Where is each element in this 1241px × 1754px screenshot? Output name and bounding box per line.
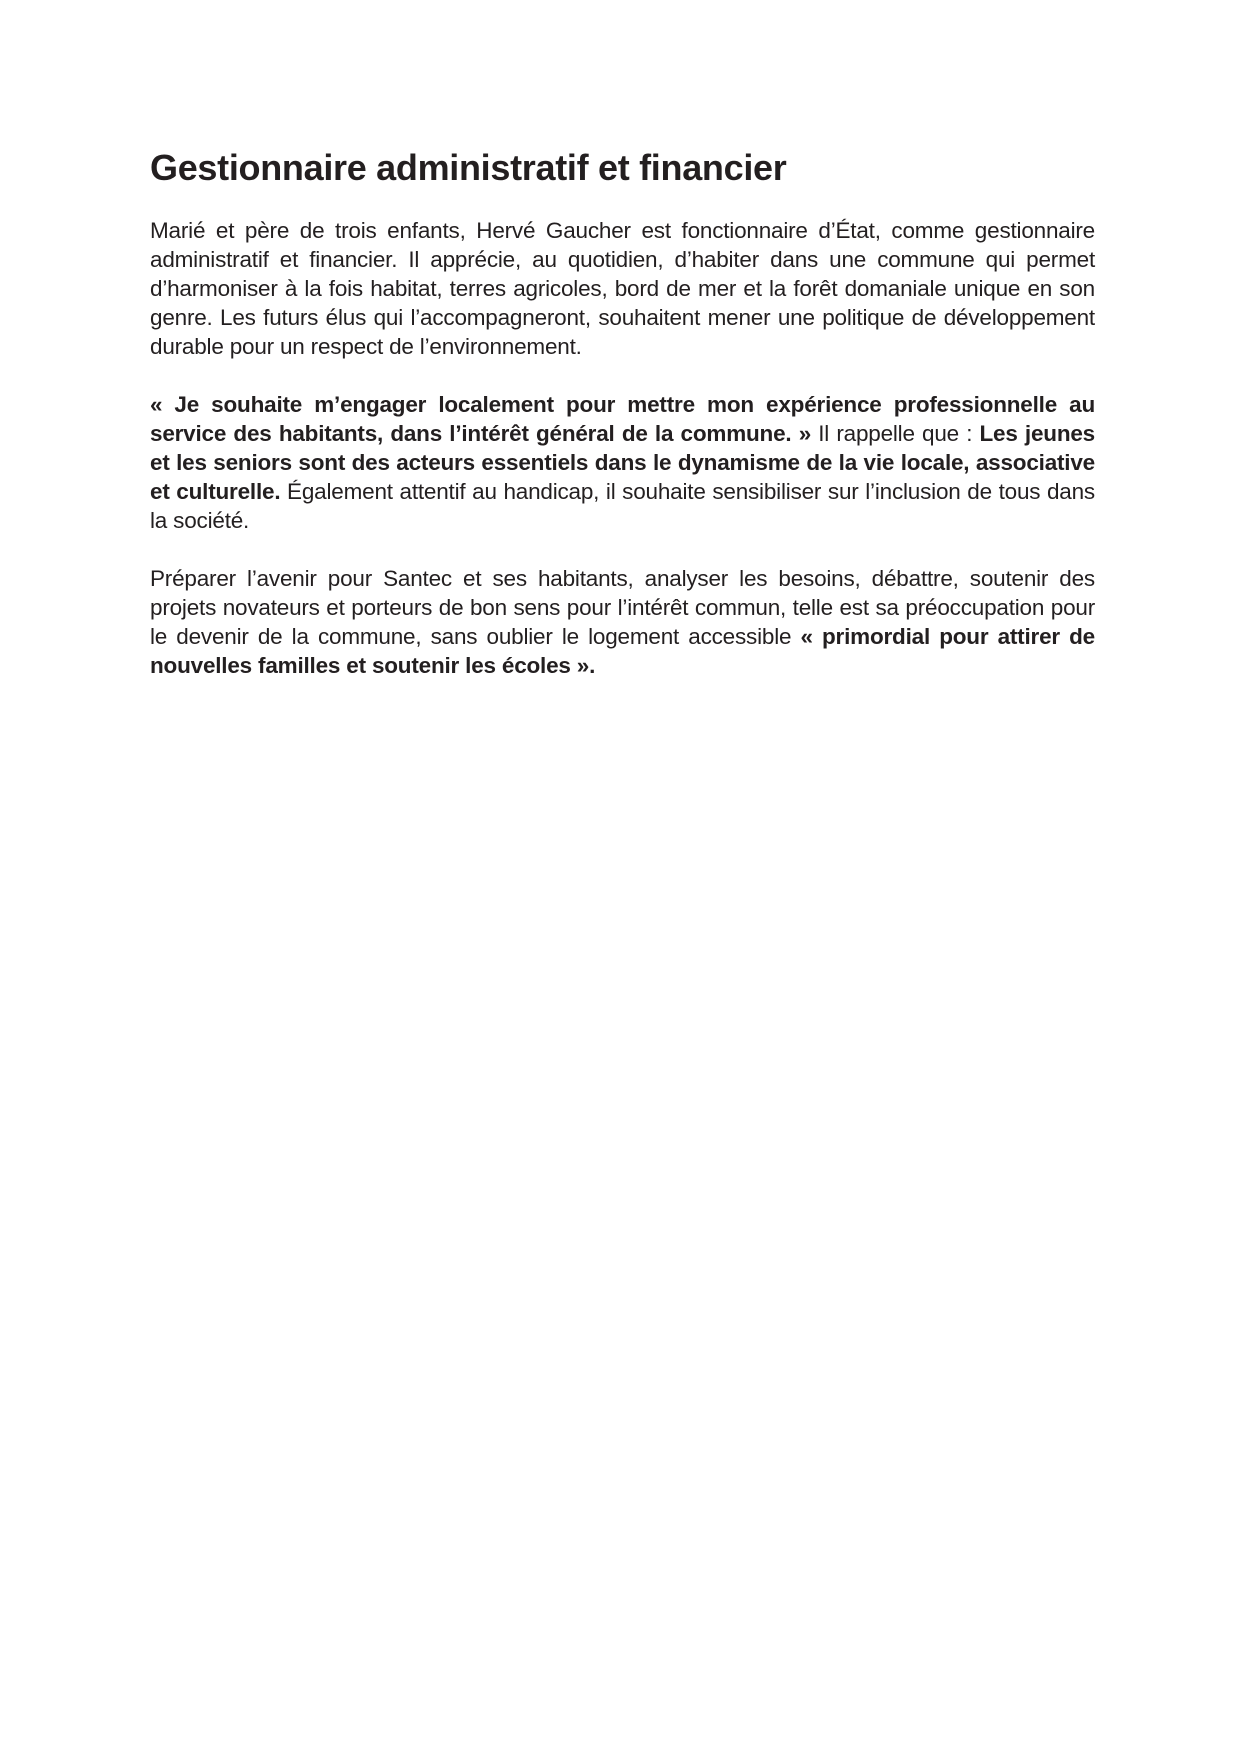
quote-housing: « primordial pour attirer de nouvelles familles et soutenir les écoles ».: [150, 624, 1095, 678]
paragraph-future: [150, 564, 1095, 680]
document-page: [150, 146, 1095, 709]
paragraph-commitment: [150, 390, 1095, 535]
quote-commitment: « Je souhaite m’engager localement pour mettre mon expérience professionnelle au service des habitants, dans l’intérêt général de la commune. »: [150, 392, 1095, 446]
paragraph-commitment-text: Il rappelle que :: [811, 421, 980, 446]
page-title: Gestionnaire administratif et financier: [150, 147, 787, 188]
paragraph-future-text: Préparer l’avenir pour Santec et ses habitants, analyser les besoins, débattre, soutenir des projets novateurs et porteurs de bon sens pour l’intérêt commun, telle est sa préoccupation pour le devenir de la commune, sans oublier le logement accessible: [150, 566, 1095, 649]
paragraph-intro: Marié et père de trois enfants, Hervé Gaucher est fonctionnaire d’État, comme gestionnaire administratif et financier. Il apprécie, au quotidien, d’habiter dans une commune qui permet d’harmoniser à la fois habitat, terres agricoles, bord de mer et la forêt domaniale unique en son genre. Les futurs élus qui l’accompagneront, souhaitent mener une politique de développement durable pour un respect de l’environnement.: [150, 218, 1095, 359]
paragraph-commitment-end: Également attentif au handicap, il souhaite sensibiliser sur l’inclusion de tous dans la société.: [150, 479, 1095, 533]
statement-youth-seniors: Les jeunes et les seniors sont des acteurs essentiels dans le dynamisme de la vie locale, associative et culturelle.: [150, 421, 1095, 504]
